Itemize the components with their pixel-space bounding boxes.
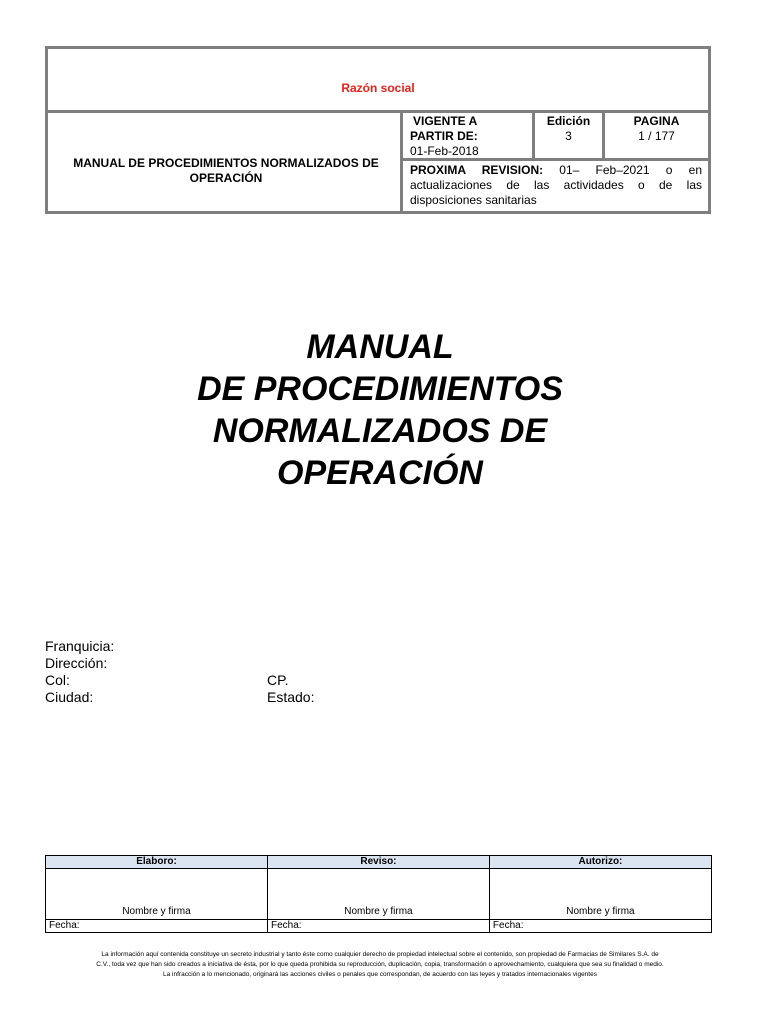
main-title-line4: OPERACIÓN	[277, 454, 483, 492]
vigente-date: 01-Feb-2018	[410, 144, 479, 158]
main-title-line2: DE PROCEDIMIENTOS	[197, 370, 563, 408]
cp-label: CP.	[267, 672, 289, 688]
doc-title-cell	[48, 113, 403, 211]
footer-line3: La infracción a lo mencionado, originará las acciones civiles o penales que correspondan, de acuerdo con las leyes y tratados internacionales vigentes	[163, 971, 597, 978]
vigente-label-line2: PARTIR DE:	[410, 129, 478, 143]
company-row	[48, 49, 708, 113]
vigente-label	[410, 114, 530, 144]
proxima-revision-text: 01– Feb–2021 o en actualizaciones de las actividades o de las disposiciones sanitarias	[410, 163, 702, 207]
date-row	[46, 920, 712, 933]
autorizo-header: Autorizo:	[489, 856, 711, 869]
main-title	[0, 326, 760, 494]
col-row	[45, 672, 289, 689]
pagina-label: PAGINA	[633, 114, 680, 128]
pagina-value: 1 / 177	[638, 129, 675, 143]
autorizo-sign-cell[interactable]	[489, 869, 711, 920]
franquicia-row	[45, 638, 114, 655]
doc-title-line1: MANUAL DE PROCEDIMIENTOS NORMALIZADOS DE	[73, 156, 379, 170]
legal-footer	[45, 950, 715, 980]
ciudad-row	[45, 689, 315, 706]
vigente-label-line1: VIGENTE A	[413, 114, 478, 128]
document-header	[45, 46, 711, 214]
direccion-row	[45, 655, 114, 672]
elaboro-date-cell[interactable]: Fecha:	[46, 920, 268, 933]
estado-label: Estado:	[267, 689, 315, 705]
edicion-value: 3	[565, 129, 572, 143]
elaboro-sign-cell[interactable]	[46, 869, 268, 920]
company-name: Razón social	[341, 81, 415, 95]
signatures-header-row	[46, 856, 712, 869]
pagina-cell	[605, 113, 708, 161]
doc-title	[56, 156, 396, 186]
proxima-revision-label: PROXIMA REVISION:	[410, 163, 544, 177]
autorizo-date-cell[interactable]: Fecha:	[489, 920, 711, 933]
vigente-cell	[403, 113, 535, 161]
franquicia-label: Franquicia:	[45, 638, 115, 654]
edicion-cell	[535, 113, 605, 161]
elaboro-sign-label: Nombre y firma	[122, 906, 191, 917]
reviso-date-cell[interactable]: Fecha:	[268, 920, 490, 933]
direccion-label: Dirección:	[45, 655, 108, 671]
autorizo-sign-label: Nombre y firma	[566, 906, 635, 917]
signature-row	[46, 869, 712, 920]
elaboro-header: Elaboro:	[46, 856, 268, 869]
main-title-line1: MANUAL	[306, 328, 454, 366]
edicion-label: Edición	[546, 114, 591, 128]
footer-line2: C.V., toda vez que han sido creados a iniciativa de ésta, por lo que queda prohibida su reproducción, duplicación, copia, transformación o aprovechamiento, cualquiera que sea su finalidad o medio.	[96, 961, 664, 968]
col-label: Col:	[45, 672, 70, 688]
reviso-header: Reviso:	[268, 856, 490, 869]
footer-line1: La información aquí contenida constituye un secreto industrial y tanto éste como cualquier derecho de propiedad intelectual sobre el contenido, son propiedad de Farmacias de Similares S.A. de	[101, 951, 659, 958]
ciudad-label: Ciudad:	[45, 689, 94, 705]
doc-title-line2: OPERACIÓN	[189, 171, 263, 185]
main-title-line3: NORMALIZADOS DE	[212, 412, 548, 450]
franchise-info	[45, 638, 315, 706]
signatures-table	[45, 855, 712, 933]
proxima-revision-cell	[403, 161, 708, 211]
reviso-sign-label: Nombre y firma	[344, 906, 413, 917]
reviso-sign-cell[interactable]	[268, 869, 490, 920]
